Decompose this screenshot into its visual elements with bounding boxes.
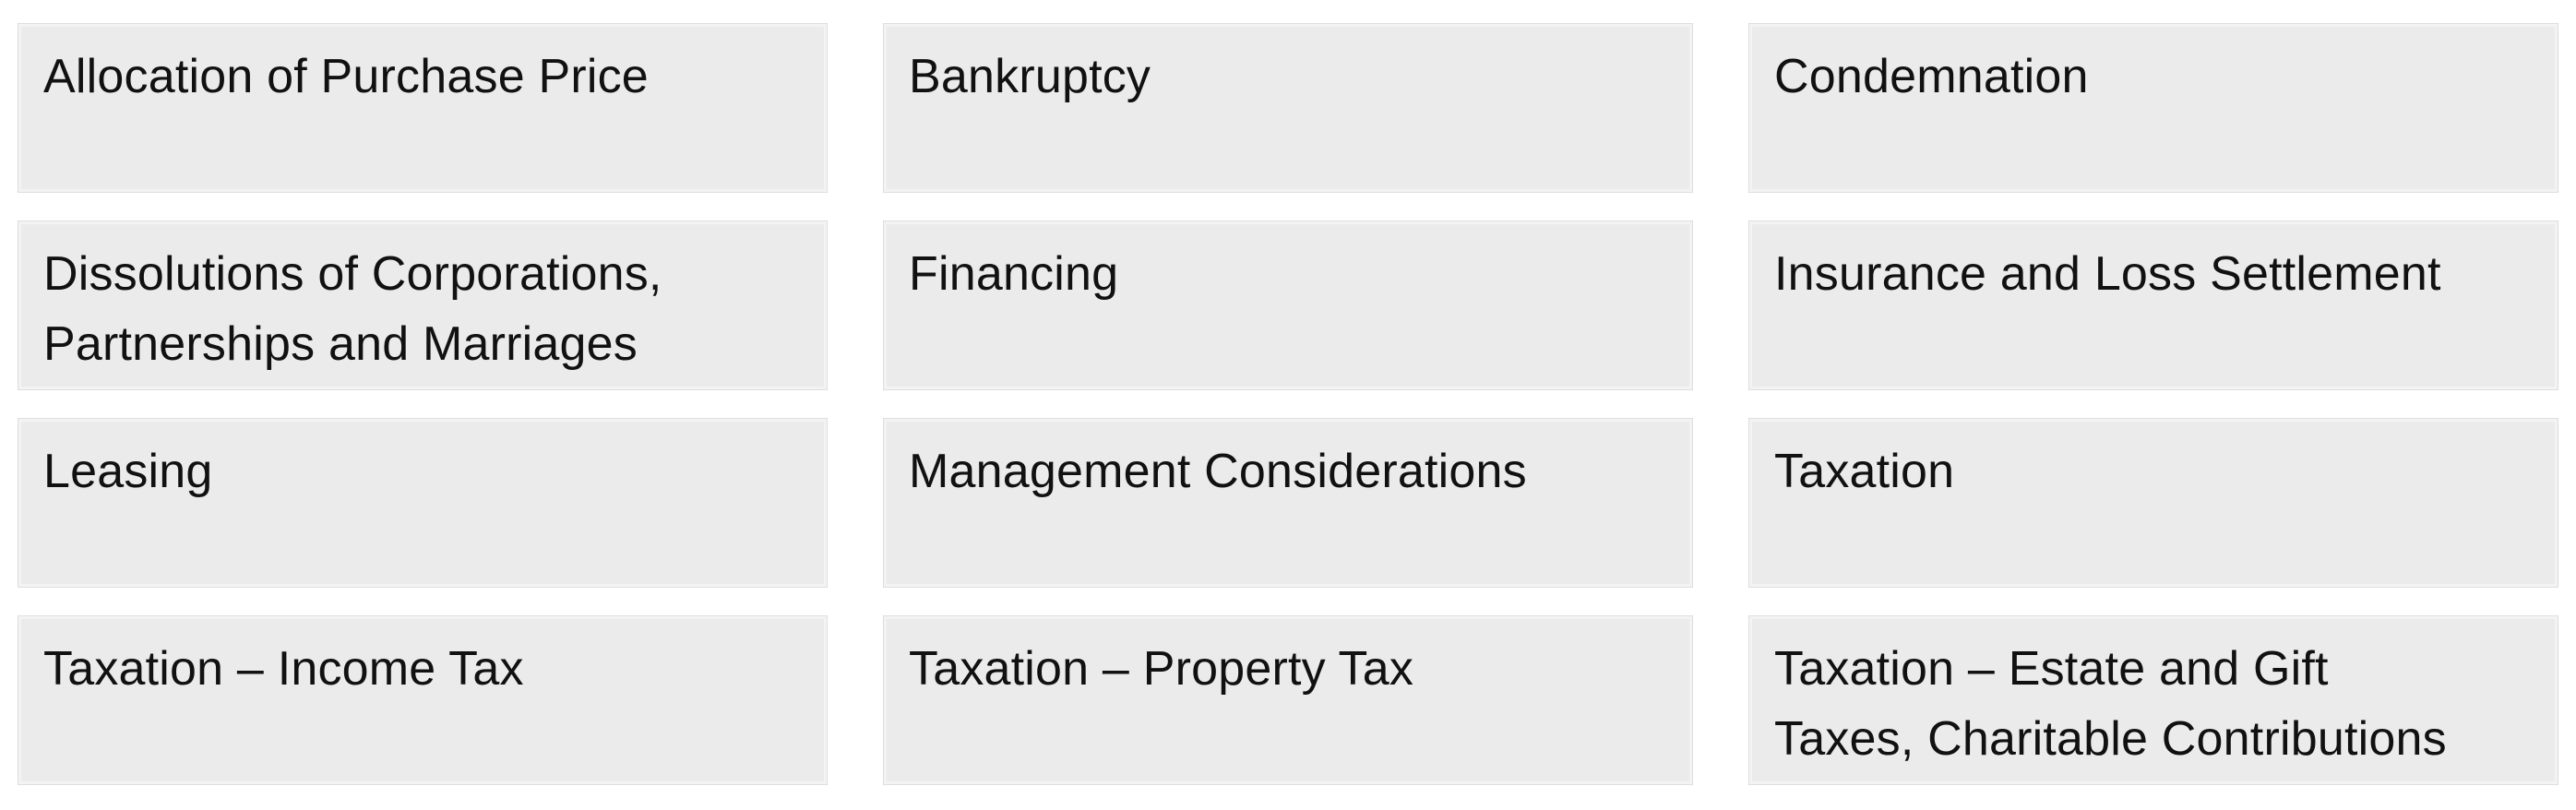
tile-allocation-of-purchase-price: [18, 24, 827, 192]
tile-label: Management Considerations: [909, 445, 1527, 498]
tile-taxation-estate-and-gift: [1749, 616, 2558, 784]
topic-grid: [18, 24, 2558, 784]
tile-leasing: [18, 419, 827, 587]
tile-label: Allocation of Purchase Price: [43, 50, 649, 103]
tile-label: Financing: [909, 247, 1119, 301]
tile-label: Insurance and Loss Settlement: [1774, 247, 2441, 301]
tile-insurance-and-loss-settlement: [1749, 221, 2558, 389]
tile-label: Condemnation: [1774, 50, 2089, 103]
tile-management-considerations: [884, 419, 1692, 587]
tile-financing: [884, 221, 1692, 389]
tile-label: Taxation: [1774, 445, 1955, 498]
tile-taxation-property-tax: [884, 616, 1692, 784]
tile-taxation: [1749, 419, 2558, 587]
tile-condemnation: [1749, 24, 2558, 192]
tile-label: Bankruptcy: [909, 50, 1151, 103]
tile-dissolutions: [18, 221, 827, 389]
tile-bankruptcy: [884, 24, 1692, 192]
tile-label: Taxation – Income Tax: [43, 642, 524, 696]
tile-label: Leasing: [43, 445, 213, 498]
tile-label: Dissolutions of Corporations, Partnerships and Marriages: [43, 247, 662, 371]
tile-label: Taxation – Property Tax: [909, 642, 1414, 696]
tile-taxation-income-tax: [18, 616, 827, 784]
tile-label: Taxation – Estate and Gift Taxes, Charitable Contributions: [1774, 642, 2447, 766]
